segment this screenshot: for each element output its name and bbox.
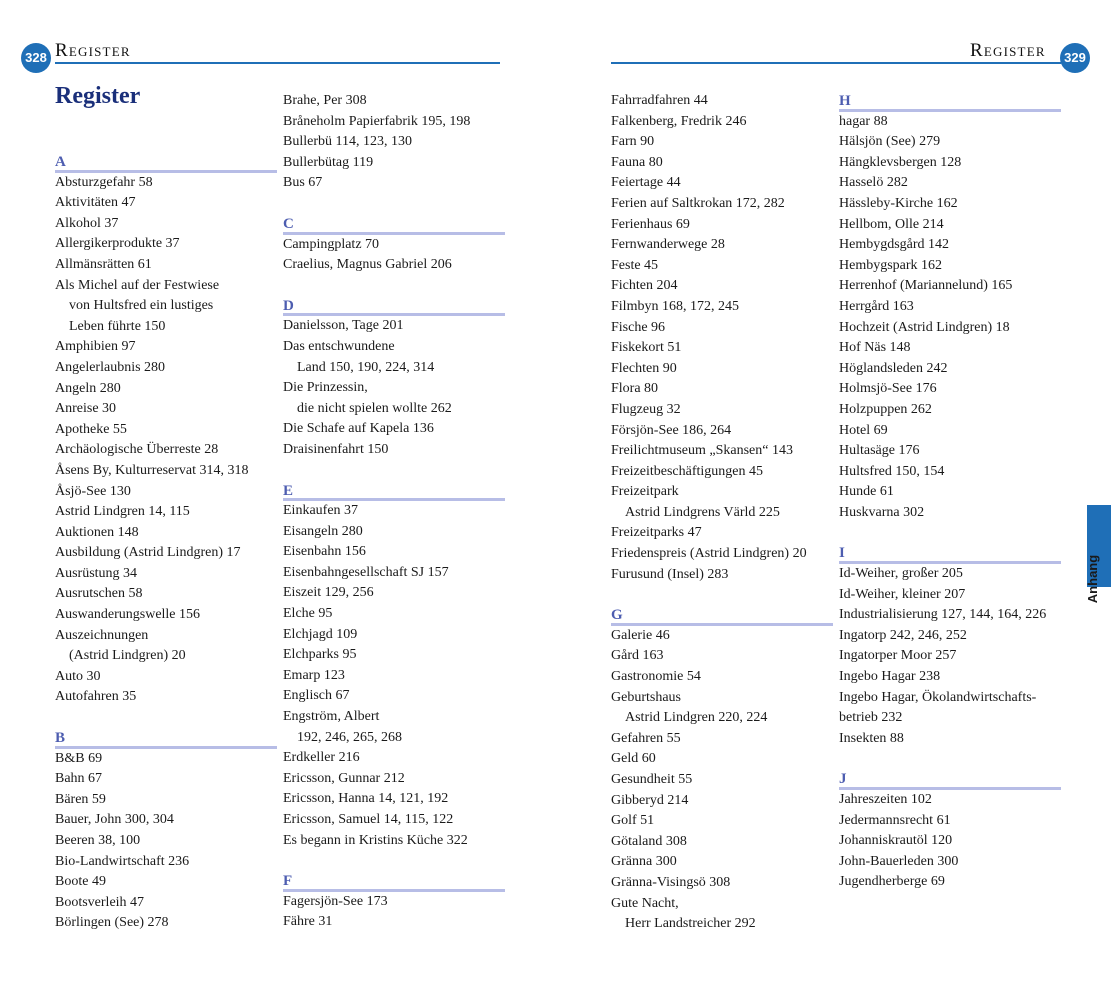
index-entry: Campingplatz 70: [283, 236, 380, 252]
index-entry: Hotel 69: [839, 422, 888, 438]
index-entry: Jedermannsrecht 61: [839, 812, 951, 828]
index-entry: Furusund (Insel) 283: [611, 566, 729, 582]
index-entry: Hochzeit (Astrid Lindgren) 18: [839, 319, 1010, 335]
index-entry: Herr Landstreicher 292: [625, 916, 756, 932]
index-entry: Danielsson, Tage 201: [283, 318, 404, 334]
letter-heading-f: F: [283, 871, 505, 892]
index-entry: die nicht spielen wollte 262: [297, 400, 452, 416]
index-entry: Das entschwundene: [283, 338, 395, 354]
index-entry: Gastronomie 54: [611, 669, 701, 685]
index-entry: Ericsson, Samuel 14, 115, 122: [283, 812, 454, 827]
index-entry: Bus 67: [283, 175, 323, 191]
index-entry: Amphibien 97: [55, 339, 136, 355]
index-entry: Bio-Landwirtschaft 236: [55, 853, 190, 869]
index-entry: Eisenbahn 156: [283, 544, 366, 560]
index-entry: Götaland 308: [611, 833, 687, 849]
index-entry: Åsjö-See 130: [55, 483, 131, 499]
index-entry: Elchjagd 109: [283, 626, 358, 642]
index-entry: Gård 163: [611, 648, 664, 664]
index-entry: Holmsjö-See 176: [839, 381, 937, 397]
index-entry: Draisinenfahrt 150: [283, 441, 389, 457]
index-entry: Freizeitparks 47: [611, 525, 702, 541]
right-running-head: Register: [970, 40, 1046, 61]
index-entry: betrieb 232: [839, 710, 903, 726]
index-entry: (Astrid Lindgren) 20: [69, 648, 186, 664]
index-entry: Craelius, Magnus Gabriel 206: [283, 257, 452, 273]
letter-heading-h: H: [839, 91, 1061, 112]
index-entry: Flora 80: [611, 381, 659, 397]
index-entry: Gränna 300: [611, 854, 677, 870]
index-entry: Hultsfred 150, 154: [839, 463, 945, 479]
index-entry: Holzpuppen 262: [839, 401, 932, 417]
index-entry: Gesundheit 55: [611, 772, 693, 787]
index-entry: Bahn 67: [55, 771, 103, 787]
index-entry: Försjön-See 186, 264: [611, 422, 732, 438]
left-running-head: Register: [55, 40, 131, 61]
index-entry: Flugzeug 32: [611, 401, 681, 417]
index-entry: Hälsjön (See) 279: [839, 134, 941, 150]
index-entry: Eiszeit 129, 256: [283, 585, 374, 601]
index-column-3: [611, 91, 833, 935]
index-entry: Engström, Albert: [283, 709, 380, 725]
index-entry: Apotheke 55: [55, 421, 127, 437]
index-entry: Fiskekort 51: [611, 340, 682, 356]
index-entry: Ferien auf Saltkrokan 172, 282: [611, 195, 785, 211]
index-entry: Farn 90: [611, 134, 655, 150]
index-entry: Ingebo Hagar 238: [839, 669, 941, 685]
index-entry: Bråneholm Papierfabrik 195, 198: [283, 113, 471, 129]
index-entry: Bären 59: [55, 791, 106, 807]
index-entry: Åsens By, Kulturreservat 314, 318: [55, 462, 249, 478]
index-entry: Hembygspark 162: [839, 257, 943, 273]
index-entry: Alkohol 37: [55, 215, 119, 231]
index-entry: Fagersjön-See 173: [283, 893, 388, 909]
right-page-number: 329: [1060, 43, 1090, 73]
index-entry: Erdkeller 216: [283, 750, 360, 766]
index-entry: Elche 95: [283, 606, 333, 622]
index-entry: Fauna 80: [611, 154, 663, 170]
page-title: Register: [55, 83, 141, 109]
index-entry: Archäologische Überreste 28: [55, 442, 219, 458]
index-entry: Elchparks 95: [283, 647, 357, 663]
index-entry: Gränna-Visingsö 308: [611, 874, 731, 890]
index-entry: Filmbyn 168, 172, 245: [611, 298, 739, 314]
index-entry: Ausbildung (Astrid Lindgren) 17: [55, 545, 241, 561]
letter-heading-j: J: [839, 769, 1061, 790]
index-entry: B&B 69: [55, 750, 103, 766]
index-entry: Als Michel auf der Festwiese: [55, 277, 220, 293]
index-entry: Land 150, 190, 224, 314: [297, 359, 435, 375]
side-tab-label: Anhang: [1085, 554, 1100, 604]
index-entry: Hunde 61: [839, 484, 894, 500]
index-entry: Absturzgefahr 58: [55, 174, 153, 190]
letter-heading-d: D: [283, 296, 505, 317]
index-entry: Ausrutschen 58: [55, 586, 143, 602]
index-entry: Johanniskrautöl 120: [839, 833, 953, 849]
index-entry: Es begann in Kristins Küche 322: [283, 832, 468, 848]
index-entry: Ericsson, Gunnar 212: [283, 770, 405, 786]
index-entry: Ferienhaus 69: [611, 216, 690, 232]
index-entry: Herrgård 163: [839, 298, 914, 314]
index-entry: Fähre 31: [283, 914, 333, 930]
index-column-4: [839, 91, 1061, 893]
index-column-2: [283, 91, 505, 933]
index-entry: Flechten 90: [611, 360, 677, 376]
letter-heading-i: I: [839, 543, 1061, 564]
index-entry: Bullerbütag 119: [283, 154, 374, 170]
index-entry: Astrid Lindgren 220, 224: [625, 710, 768, 726]
index-entry: Aktivitäten 47: [55, 195, 136, 211]
index-entry: Feiertage 44: [611, 175, 681, 191]
index-entry: Angelerlaubnis 280: [55, 359, 166, 375]
index-entry: Fische 96: [611, 319, 666, 335]
index-column-1: [55, 132, 277, 934]
index-entry: Jahreszeiten 102: [839, 792, 932, 807]
index-entry: Boote 49: [55, 874, 106, 890]
index-entry: Hembygdsgård 142: [839, 237, 950, 253]
index-entry: Englisch 67: [283, 688, 350, 704]
index-entry: Fichten 204: [611, 278, 678, 294]
index-entry: Auto 30: [55, 668, 101, 684]
index-entry: Astrid Lindgrens Värld 225: [625, 504, 780, 520]
index-entry: Hängklevsbergen 128: [839, 154, 962, 170]
index-entry: Ingatorp 242, 246, 252: [839, 627, 967, 643]
index-entry: Brahe, Per 308: [283, 93, 367, 108]
index-entry: Ausrüstung 34: [55, 565, 138, 581]
index-entry: Eisangeln 280: [283, 523, 363, 539]
index-entry: Allergikerprodukte 37: [55, 236, 180, 252]
index-entry: Ingebo Hagar, Ökolandwirtschafts-: [839, 689, 1037, 705]
index-entry: Eisenbahngesellschaft SJ 157: [283, 564, 449, 580]
index-entry: Hultasäge 176: [839, 443, 920, 459]
index-entry: von Hultsfred ein lustiges: [69, 298, 214, 314]
index-entry: Bullerbü 114, 123, 130: [283, 134, 412, 150]
index-entry: Falkenberg, Fredrik 246: [611, 113, 747, 129]
index-entry: Hellbom, Olle 214: [839, 216, 944, 232]
left-header-rule: [55, 62, 500, 64]
index-entry: Angeln 280: [55, 380, 121, 396]
index-entry: Ingatorper Moor 257: [839, 648, 957, 664]
index-entry: Anreise 30: [55, 401, 117, 417]
index-entry: Freizeitbeschäftigungen 45: [611, 463, 764, 479]
index-entry: Auszeichnungen: [55, 627, 149, 643]
index-entry: Friedenspreis (Astrid Lindgren) 20: [611, 546, 807, 562]
index-entry: Geburtshaus: [611, 689, 681, 705]
index-entry: Herrenhof (Mariannelund) 165: [839, 278, 1013, 294]
index-entry: Autofahren 35: [55, 689, 137, 705]
index-entry: Fernwanderwege 28: [611, 237, 725, 253]
index-entry: Freizeitpark: [611, 484, 679, 500]
index-entry: Huskvarna 302: [839, 504, 925, 520]
index-entry: John-Bauerleden 300: [839, 853, 959, 869]
index-entry: Höglandsleden 242: [839, 360, 948, 376]
letter-heading-c: C: [283, 214, 505, 235]
index-entry: Galerie 46: [611, 627, 670, 643]
index-entry: Id-Weiher, großer 205: [839, 566, 963, 582]
index-entry: Gibberyd 214: [611, 792, 689, 808]
index-entry: Allmänsrätten 61: [55, 256, 152, 272]
index-entry: Geld 60: [611, 751, 656, 767]
right-header-rule: [611, 62, 1061, 64]
index-entry: Gefahren 55: [611, 730, 681, 746]
index-entry: Bootsverleih 47: [55, 894, 145, 910]
letter-heading-g: G: [611, 605, 833, 626]
index-entry: Gute Nacht,: [611, 895, 679, 911]
index-entry: Astrid Lindgren 14, 115: [55, 504, 190, 520]
index-entry: Bauer, John 300, 304: [55, 812, 174, 828]
index-entry: Emarp 123: [283, 667, 345, 683]
letter-heading-a: A: [55, 152, 277, 173]
index-entry: hagar 88: [839, 113, 888, 129]
index-entry: Feste 45: [611, 257, 659, 273]
index-entry: Die Schafe auf Kapela 136: [283, 421, 434, 437]
index-entry: Industrialisierung 127, 144, 164, 226: [839, 607, 1047, 623]
index-entry: Fahrradfahren 44: [611, 93, 708, 108]
index-entry: 192, 246, 265, 268: [297, 729, 402, 745]
index-entry: Börlingen (See) 278: [55, 915, 169, 931]
index-entry: Auswanderungswelle 156: [55, 607, 201, 623]
index-entry: Golf 51: [611, 813, 655, 829]
letter-heading-b: B: [55, 728, 277, 749]
index-entry: Leben führte 150: [69, 318, 166, 334]
index-entry: Einkaufen 37: [283, 503, 359, 519]
index-entry: Ericsson, Hanna 14, 121, 192: [283, 791, 449, 807]
index-entry: Freilichtmuseum „Skansen“ 143: [611, 443, 793, 459]
left-page-number: 328: [21, 43, 51, 73]
index-entry: Hof Näs 148: [839, 340, 911, 356]
index-entry: Die Prinzessin,: [283, 380, 368, 396]
letter-heading-e: E: [283, 481, 505, 502]
index-entry: Auktionen 148: [55, 524, 139, 540]
index-entry: Beeren 38, 100: [55, 833, 141, 848]
index-entry: Hässleby-Kirche 162: [839, 195, 958, 211]
index-entry: Id-Weiher, kleiner 207: [839, 586, 966, 602]
index-entry: Jugendherberge 69: [839, 874, 945, 890]
index-entry: Hasselö 282: [839, 175, 908, 191]
index-entry: Insekten 88: [839, 730, 904, 746]
